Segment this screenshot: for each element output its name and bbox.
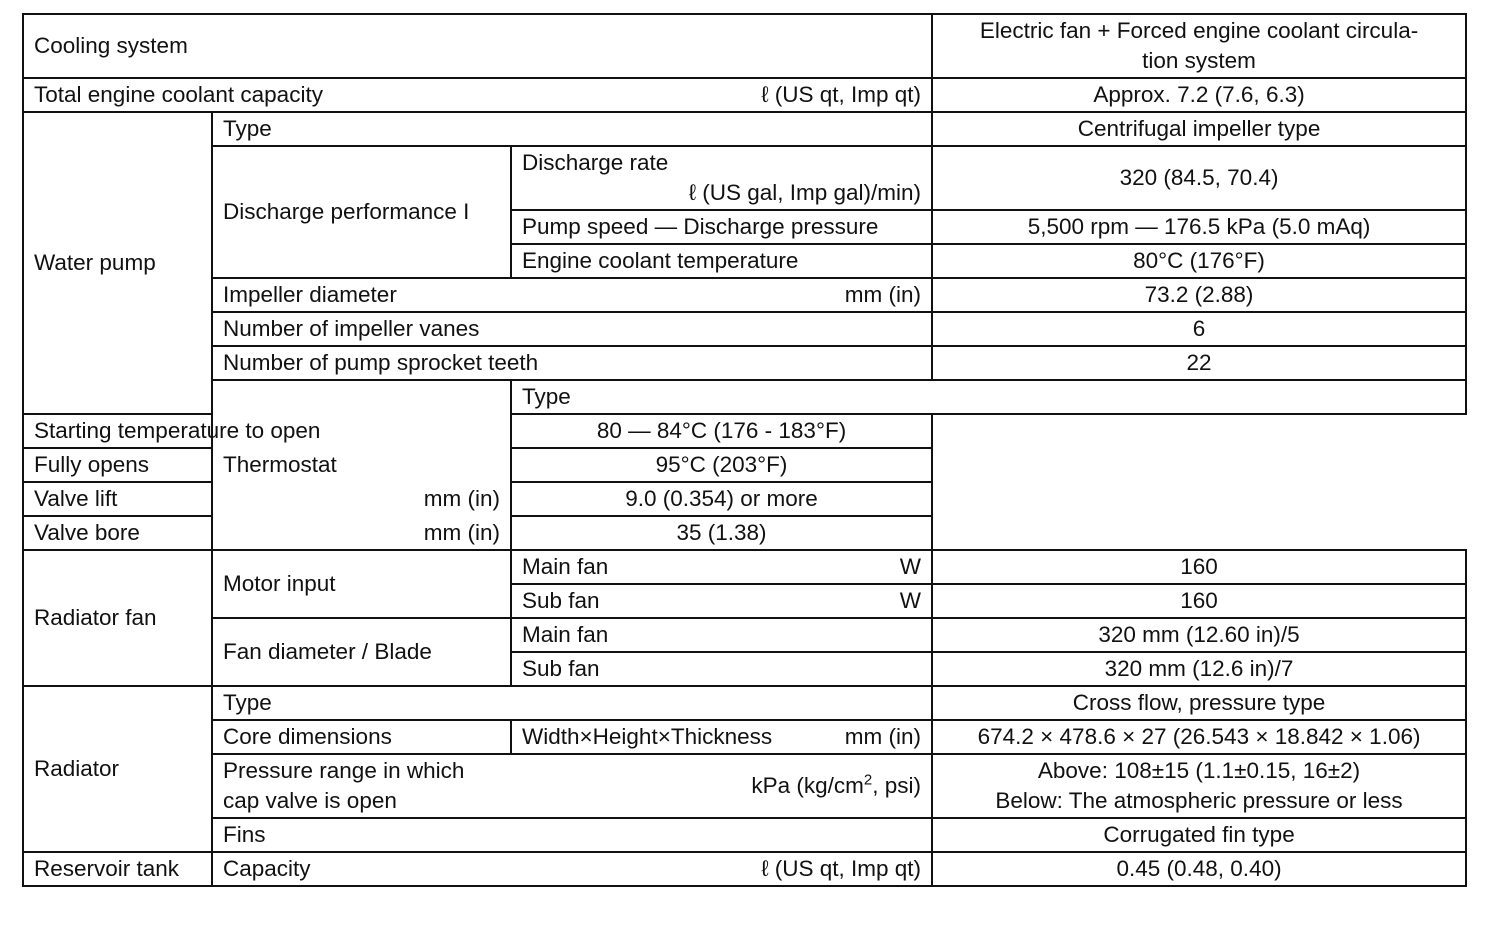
coolant-temp-value: 80°C (176°F): [932, 244, 1466, 278]
cap-pressure-unit-sup: 2: [863, 771, 873, 789]
cap-pressure-label-line2: cap valve is open: [223, 788, 397, 813]
coolant-capacity-unit: ℓ (US qt, Imp qt): [761, 82, 922, 107]
valve-bore-unit: mm (in): [423, 520, 500, 545]
motor-sub-fan-unit: W: [899, 588, 922, 613]
table-row: [23, 146, 1466, 210]
motor-sub-fan-cell: [511, 584, 932, 618]
core-dimensions-unit: mm (in): [844, 724, 922, 749]
start-open-label: Starting temperature to open: [23, 414, 511, 448]
cap-pressure-label-line1: Pressure range in which: [223, 758, 465, 783]
diameter-sub-fan-value: 320 mm (12.6 in)/7: [932, 652, 1466, 686]
water-pump-type-label: Type: [212, 112, 932, 146]
coolant-capacity-label: Total engine coolant capacity: [34, 82, 323, 107]
table-row: [23, 112, 1466, 146]
fins-label: Fins: [212, 818, 932, 852]
core-dimensions-sub: Width×Height×Thickness: [522, 724, 773, 749]
table-row: [23, 686, 1466, 720]
valve-bore-label: Valve bore: [34, 520, 140, 545]
diameter-main-fan-value: 320 mm (12.60 in)/5: [932, 618, 1466, 652]
table-row: [23, 414, 1466, 448]
thermostat-type-label: Type: [511, 380, 1466, 414]
table-row: [23, 346, 1466, 380]
impeller-diameter-value: 73.2 (2.88): [932, 278, 1466, 312]
motor-main-fan-label: Main fan: [522, 554, 609, 579]
motor-main-fan-cell: [511, 550, 932, 584]
cap-pressure-value: [932, 754, 1466, 818]
cooling-spec-table: [22, 13, 1467, 887]
reservoir-capacity-unit: ℓ (US qt, Imp qt): [761, 856, 922, 881]
impeller-diameter-label: Impeller diameter: [223, 282, 397, 307]
radiator-type-value: Cross flow, pressure type: [932, 686, 1466, 720]
table-row: [23, 618, 1466, 652]
radiator-fan-group: Radiator fan: [23, 550, 212, 686]
reservoir-capacity-label: Capacity: [223, 856, 311, 881]
table-row: [23, 852, 1466, 886]
cap-pressure-unit-a: kPa (kg/cm: [751, 773, 864, 798]
pump-speed-label: Pump speed — Discharge pressure: [511, 210, 932, 244]
valve-lift-cell: [23, 482, 511, 516]
table-row: [23, 14, 1466, 78]
radiator-type-label: Type: [212, 686, 932, 720]
cap-pressure-value-line2: Below: The atmospheric pressure or less: [995, 788, 1403, 813]
motor-main-fan-unit: W: [899, 554, 922, 579]
table-row: [23, 312, 1466, 346]
table-row: [23, 516, 1466, 550]
motor-main-fan-value: 160: [932, 550, 1466, 584]
reservoir-capacity-cell: [212, 852, 932, 886]
water-pump-type-value: Centrifugal impeller type: [932, 112, 1466, 146]
table-row: [23, 380, 1466, 414]
discharge-performance-label: Discharge performance I: [212, 146, 511, 278]
cooling-system-value: [932, 14, 1466, 78]
cooling-system-value-line2: tion system: [1142, 48, 1256, 73]
coolant-capacity-cell: [23, 78, 932, 112]
impeller-diameter-unit: mm (in): [844, 282, 922, 307]
motor-sub-fan-label: Sub fan: [522, 588, 600, 613]
discharge-rate-cell: [511, 146, 932, 210]
table-row: [23, 720, 1466, 754]
fully-opens-value: 95°C (203°F): [511, 448, 932, 482]
sprocket-teeth-value: 22: [932, 346, 1466, 380]
reservoir-group: Reservoir tank: [23, 852, 212, 886]
core-dimensions-value: 674.2 × 478.6 × 27 (26.543 × 18.842 × 1.06): [932, 720, 1466, 754]
valve-lift-label: Valve lift: [34, 486, 118, 511]
cap-pressure-value-line1: Above: 108±15 (1.1±0.15, 16±2): [1037, 758, 1361, 783]
coolant-capacity-value: Approx. 7.2 (7.6, 6.3): [932, 78, 1466, 112]
cooling-system-label: Cooling system: [23, 14, 932, 78]
impeller-vanes-label: Number of impeller vanes: [212, 312, 932, 346]
diameter-main-fan-label: Main fan: [511, 618, 932, 652]
table-row: [23, 78, 1466, 112]
discharge-rate-unit: ℓ (US gal, Imp gal)/min): [688, 180, 922, 205]
coolant-temp-label: Engine coolant temperature: [511, 244, 932, 278]
core-dimensions-sub-cell: [511, 720, 932, 754]
cap-pressure-unit-b: , psi): [872, 773, 922, 798]
table-row: [23, 482, 1466, 516]
motor-sub-fan-value: 160: [932, 584, 1466, 618]
core-dimensions-label: Core dimensions: [212, 720, 511, 754]
table-row: [23, 550, 1466, 584]
valve-lift-unit: mm (in): [423, 486, 500, 511]
fan-diameter-label: Fan diameter / Blade: [212, 618, 511, 686]
motor-input-label: Motor input: [212, 550, 511, 618]
cap-pressure-cell: [212, 754, 932, 818]
valve-lift-value: 9.0 (0.354) or more: [511, 482, 932, 516]
cooling-system-value-line1: Electric fan + Forced engine coolant circula-: [979, 18, 1419, 43]
thermostat-group: Thermostat: [212, 380, 511, 550]
impeller-diameter-cell: [212, 278, 932, 312]
valve-bore-value: 35 (1.38): [511, 516, 932, 550]
valve-bore-cell: [23, 516, 511, 550]
diameter-sub-fan-label: Sub fan: [511, 652, 932, 686]
fully-opens-label: Fully opens: [23, 448, 511, 482]
discharge-rate-value: 320 (84.5, 70.4): [932, 146, 1466, 210]
pump-speed-value: 5,500 rpm — 176.5 kPa (5.0 mAq): [932, 210, 1466, 244]
fins-value: Corrugated fin type: [932, 818, 1466, 852]
discharge-rate-label: Discharge rate: [522, 150, 669, 175]
table-row: [23, 278, 1466, 312]
table-row: [23, 754, 1466, 818]
radiator-group: Radiator: [23, 686, 212, 852]
cap-pressure-label: [223, 756, 464, 816]
sprocket-teeth-label: Number of pump sprocket teeth: [212, 346, 932, 380]
table-row: [23, 818, 1466, 852]
reservoir-capacity-value: 0.45 (0.48, 0.40): [932, 852, 1466, 886]
cap-pressure-unit: [751, 771, 921, 801]
impeller-vanes-value: 6: [932, 312, 1466, 346]
start-open-value: 80 — 84°C (176 - 183°F): [511, 414, 932, 448]
water-pump-group: Water pump: [23, 112, 212, 414]
